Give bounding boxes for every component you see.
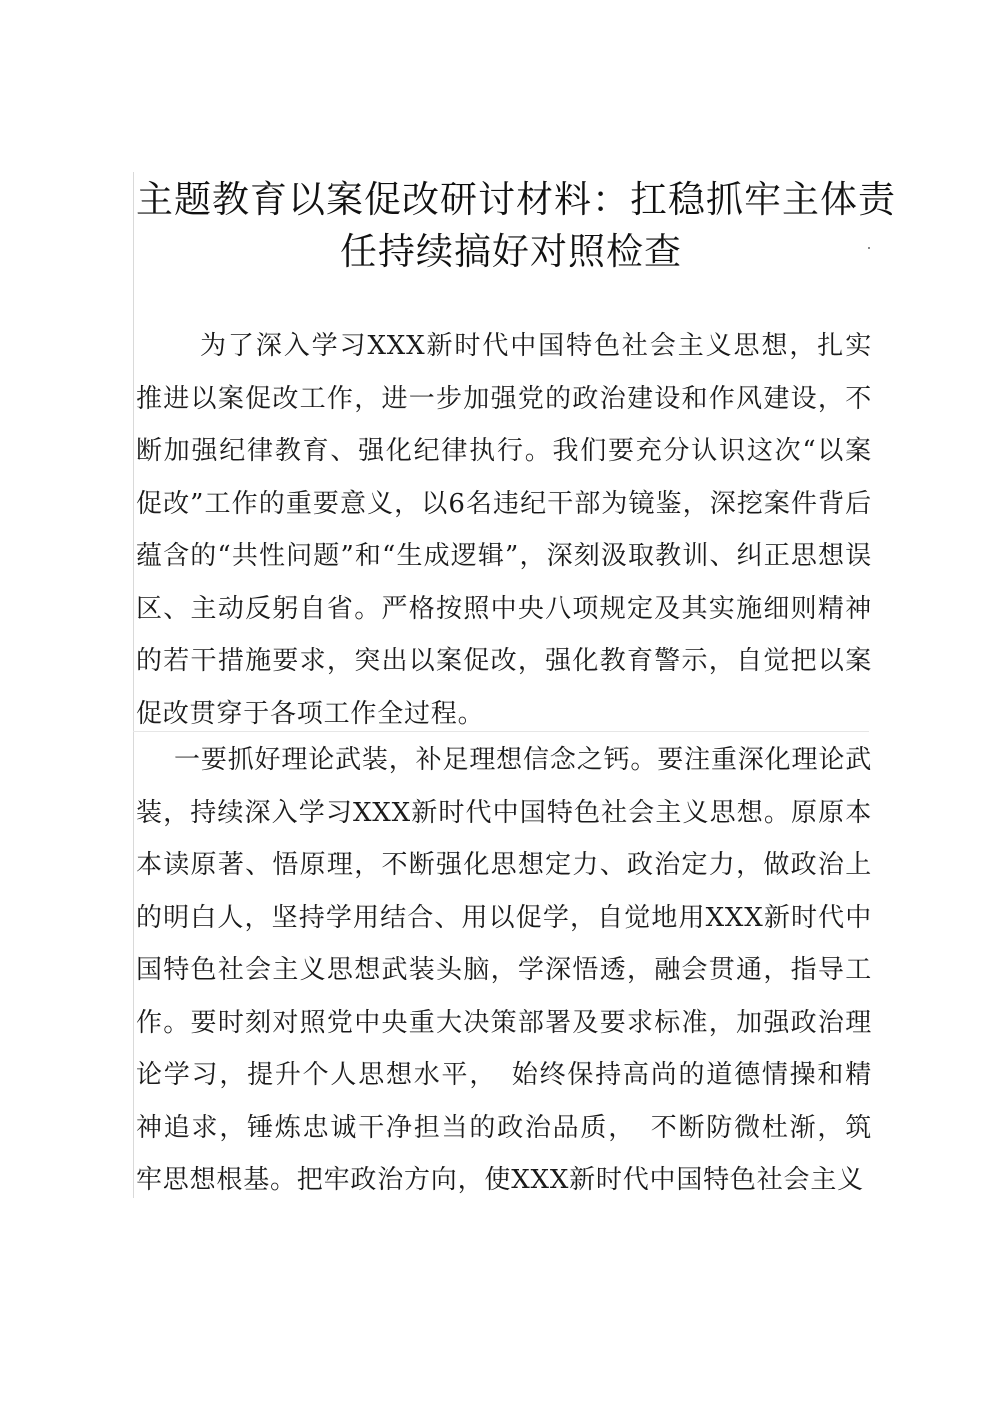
- body-paragraph-1: 为了深入学习XXX新时代中国特色社会主义思想，扎实推进以案促改工作，进一步加强党的政治建设和作风建设，不断加强纪律教育、强化纪律执行。我们要充分认识这次“以案促改”工作的重要意义，以6名违纪干部为镜鉴，深挖案件背后蕴含的“共性问题”和“生成逻辑”，深刻汲取教训、纠正思想误区、主动反躬自省。严格按照中央八项规定及其实施细则精神的若干措施要求，突出以案促改，强化教育警示，自觉把以案促改贯穿于各项工作全过程。: [136, 331, 872, 729]
- body-paragraph-2: 一要抓好理论武装，补足理想信念之钙。要注重深化理论武装，持续深入学习XXX新时代中国特色社会主义思想。原原本本读原著、悟原理，不断强化思想定力、政治定力，做政治上的明白人，坚持学用结合、用以促学，自觉地用XXX新时代中国特色社会主义思想武装头脑，学深悟透，融会贯通，指导工作。要时刻对照党中央重大决策部署及要求标准，加强政治理论学习，提升个人思想水平， 始终保持高尚的道德情操和精神追求，锤炼忠诚干净担当的政治品质， 不断防微杜渐，筑牢思想根基。把牢政治方向，使XXX新时代中国特色社会主义: [136, 745, 872, 1195]
- title-line-2: 任持续搞好对照检查: [340, 230, 682, 273]
- corner-mark: [868, 247, 870, 249]
- left-margin-rule: [133, 172, 134, 1198]
- paragraph-divider: [133, 731, 869, 732]
- document-title: [136, 174, 896, 278]
- title-line-1: 主题教育以案促改研讨材料：扛稳抓牢主体责: [136, 178, 896, 221]
